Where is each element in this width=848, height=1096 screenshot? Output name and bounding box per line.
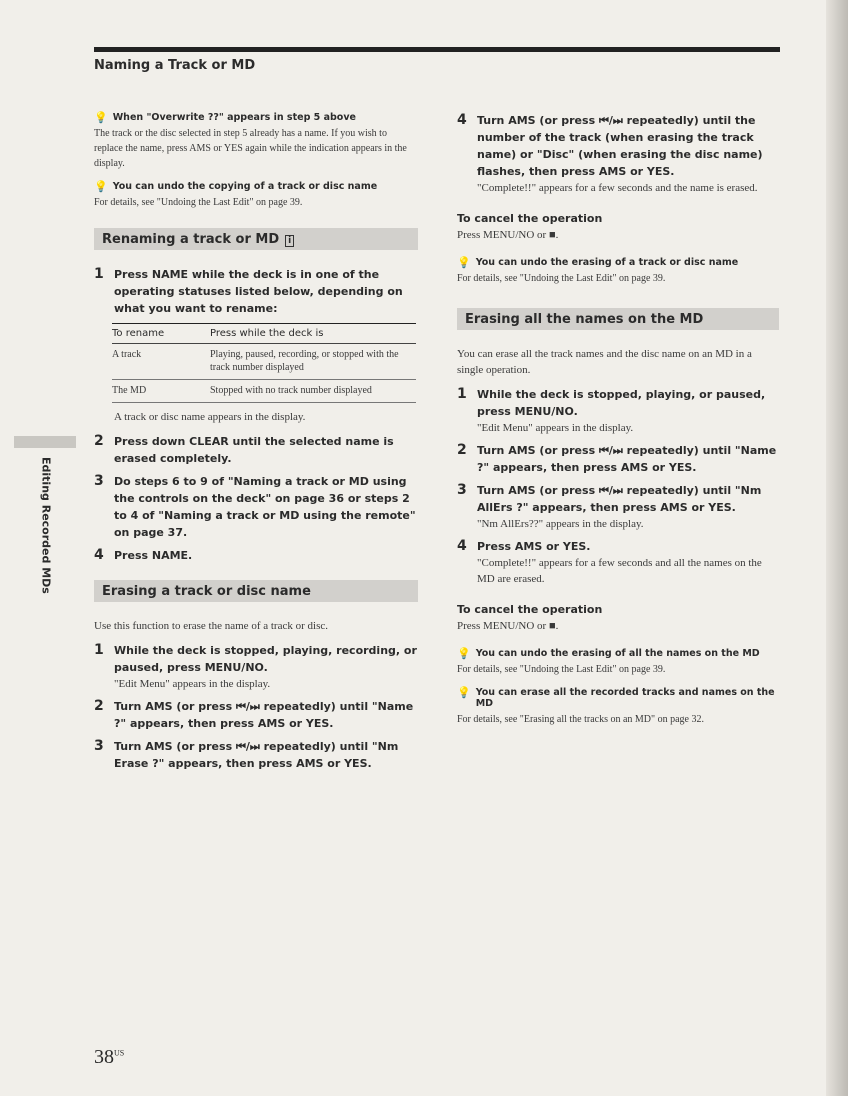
step: 2 Turn AMS (or press ⏮/⏭ repeatedly) until "Name ?" appears, then press AMS or YES. (457, 442, 777, 474)
section-band-renaming: Renaming a track or MD i (94, 228, 418, 250)
tip-body: For details, see "Undoing the Last Edit" on page 39. (94, 197, 303, 208)
lightbulb-icon: 💡 (457, 647, 471, 660)
step: 3 Turn AMS (or press ⏮/⏭ repeatedly) until "Nm AllErs ?" appears, then press AMS or YES. "Nm AllErs??" appears in the display. (457, 482, 762, 530)
step: 2 Turn AMS (or press ⏮/⏭ repeatedly) until "Name ?" appears, then press AMS or YES. (94, 698, 414, 730)
step: 3 Do steps 6 to 9 of "Naming a track or MD using the controls on the deck" on page 36 or steps 2 to 4 of "Naming a track or MD using the remote" on page 37. (94, 473, 416, 539)
after-table-note: A track or disc name appears in the display. (114, 411, 306, 423)
side-tab-marker (14, 436, 76, 448)
cancel-body: Press MENU/NO or ■. (457, 229, 559, 241)
cancel-body: Press MENU/NO or ■. (457, 620, 559, 632)
tip-body: For details, see "Undoing the Last Edit" on page 39. (457, 664, 666, 675)
section-title: Naming a Track or MD (94, 58, 256, 73)
page-number: $38^{US}$ (94, 1046, 125, 1068)
left-column (94, 112, 418, 778)
step: 4 Turn AMS (or press ⏮/⏭ repeatedly) until the number of the track (when erasing the track name) or "Disc" (when erasing the disc name) flashes, then press AMS or YES. "Complete!!" appears for a few seconds and the name is erased. (457, 112, 763, 194)
step: 3 Turn AMS (or press ⏮/⏭ repeatedly) until "Nm Erase ?" appears, then press AMS or YES. (94, 738, 399, 770)
table-header: To rename (112, 324, 210, 344)
lightbulb-icon: 💡 (94, 111, 108, 124)
table-row: A track Playing, paused, recording, or stopped with the track number displayed (112, 344, 416, 380)
cancel-heading: To cancel the operation (457, 212, 603, 225)
erase-all-intro: You can erase all the track names and the disc name on an MD in a single operation. (457, 348, 752, 376)
section-band-erase-all: Erasing all the names on the MD (457, 308, 779, 330)
step: 4 Press AMS or YES. "Complete!!" appears for a few seconds and all the names on the MD are erased. (457, 538, 762, 585)
page-edge-shadow (826, 0, 848, 1096)
step: 1 While the deck is stopped, playing, recording, or paused, press MENU/NO. "Edit Menu" appears in the display. (94, 642, 417, 690)
tip-body: For details, see "Undoing the Last Edit" on page 39. (457, 273, 666, 284)
step: 1 Press NAME while the deck is in one of the operating statuses listed below, depending on what you want to rename: (94, 266, 403, 315)
remote-info-icon: i (285, 235, 294, 247)
tip-heading: 💡 You can undo the erasing of a track or disc name (457, 256, 739, 269)
table-header: Press while the deck is (210, 324, 416, 344)
side-tab-label: Editing Recorded MDs (39, 456, 53, 594)
erasing-intro: Use this function to erase the name of a track or disc. (94, 620, 328, 632)
right-column (457, 112, 779, 737)
tip-heading: 💡 When "Overwrite ??" appears in step 5 above (94, 111, 356, 124)
lightbulb-icon: 💡 (457, 256, 471, 269)
tip-body: The track or the disc selected in step 5 already has a name. If you wish to replace the name, press AMS or YES again while the indication appears in the display. (94, 128, 407, 169)
step: 2 Press down CLEAR until the selected name is erased completely. (94, 433, 394, 465)
step: 1 While the deck is stopped, playing, or paused, press MENU/NO. "Edit Menu" appears in the display. (457, 386, 766, 434)
cancel-heading: To cancel the operation (457, 603, 603, 616)
section-band-erasing: Erasing a track or disc name (94, 580, 418, 602)
lightbulb-icon: 💡 (94, 180, 108, 193)
tip-heading: 💡 You can erase all the recorded tracks and names on the MD (457, 686, 775, 709)
tip-heading: 💡 You can undo the erasing of all the names on the MD (457, 647, 760, 660)
tip-body: For details, see "Erasing all the tracks on an MD" on page 32. (457, 714, 704, 725)
step: 4 Press NAME. (94, 547, 193, 563)
top-rule (94, 47, 780, 52)
lightbulb-icon: 💡 (457, 686, 471, 699)
tip-heading: 💡 You can undo the copying of a track or disc name (94, 180, 378, 193)
table-row: The MD Stopped with no track number displayed (112, 380, 416, 403)
rename-table (112, 323, 416, 403)
